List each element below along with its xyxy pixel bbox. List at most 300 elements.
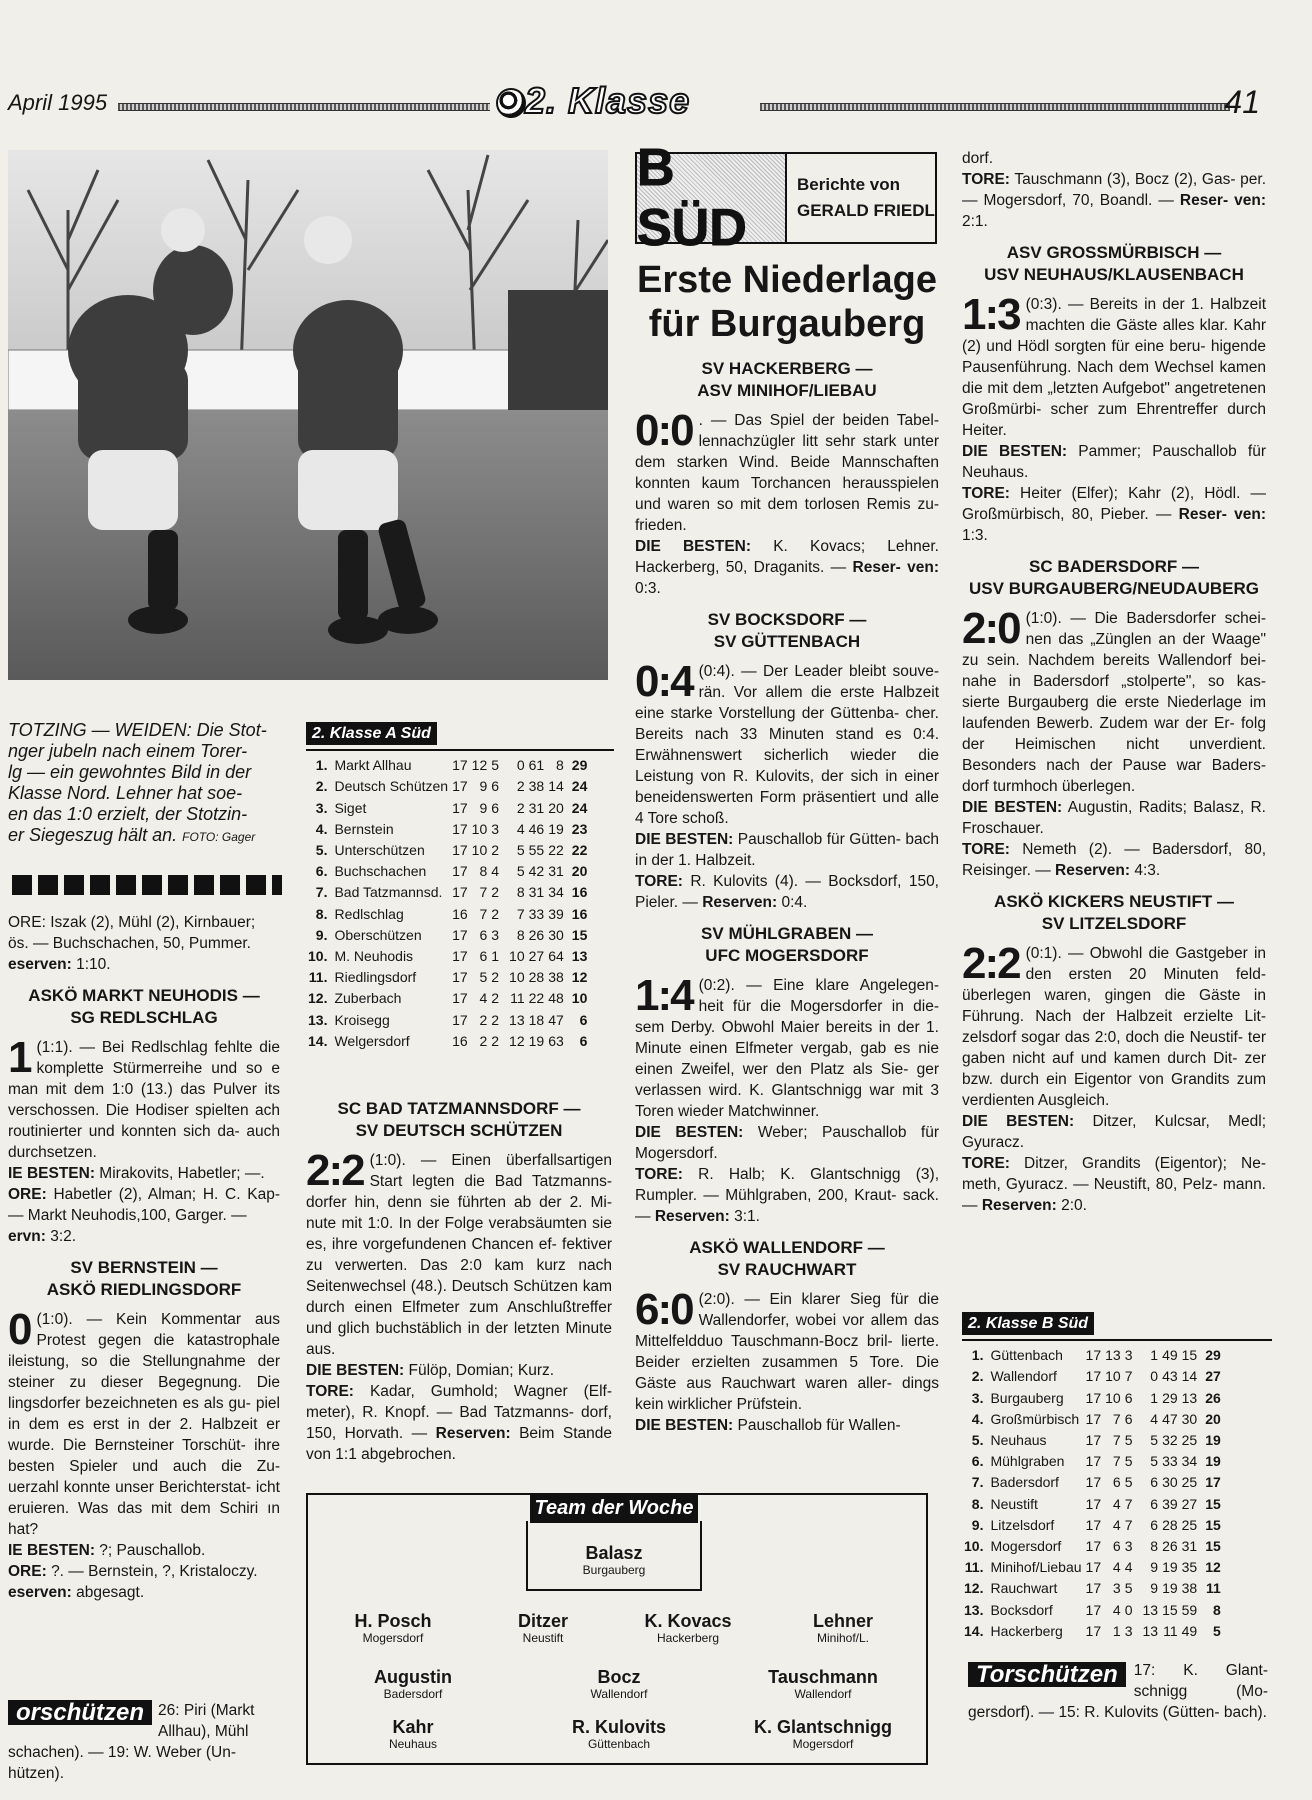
stat: 17 (452, 863, 468, 880)
stat: 17 (452, 757, 468, 774)
team-name: Deutsch Schützen (334, 778, 449, 795)
team-name: Wallendorf (990, 1368, 1057, 1385)
stat: 17 (452, 969, 468, 986)
stat: 61 (528, 757, 545, 774)
text: — Obwohl die Gastgeber in den ersten 20 Minuten feld- überlegen waren, gingen die Gäste in Führung. Nach der Halbzeit erzielte Lit- zelsdorf sogar das 2:0, doch die Neustif- ter gaben nicht auf und kamen durch Dit- zer bzw. durch ein Eigentor von Grandits zum verdienten Ausgleich. (962, 945, 1267, 1109)
stat: 4 (1150, 1410, 1159, 1427)
rank: 1. (315, 757, 328, 774)
stat: 16 (452, 1032, 468, 1049)
stat: 5 (516, 842, 525, 859)
match-heading (635, 358, 939, 402)
match-score: 2:2 (962, 939, 1020, 988)
author: GERALD FRIEDL (797, 201, 935, 220)
stat: 2 (491, 990, 500, 1007)
text: 1:10. (76, 956, 111, 973)
stat: 16 (452, 905, 468, 922)
stat: 34 (1181, 1453, 1198, 1470)
rank: 1. (971, 1347, 984, 1364)
points: 19 (1205, 1453, 1221, 1470)
stat: 42 (528, 863, 545, 880)
table-title: 2. Klasse A Süd (306, 722, 437, 745)
text: Ditzer (517, 1611, 568, 1631)
points: 15 (1205, 1495, 1221, 1512)
points: 27 (1205, 1368, 1221, 1385)
match-score: 1:4 (635, 971, 693, 1020)
rank: 5. (315, 842, 328, 859)
team-name: Badersdorf (990, 1474, 1059, 1491)
stat: 0 (516, 757, 525, 774)
text: ASKÖ RIEDLINGSDORF (46, 1280, 242, 1299)
section-box-label: B SÜD (637, 154, 787, 242)
table-row (306, 988, 589, 1009)
table-row (962, 1621, 1223, 1642)
text: (1:0). (36, 1311, 73, 1328)
stat: 6 (491, 799, 500, 816)
text: IE BESTEN: (8, 1165, 95, 1182)
text: Reserven: (435, 1425, 511, 1442)
stat: 17 (1085, 1495, 1102, 1512)
text: USV NEUHAUS/KLAUSENBACH (984, 265, 1244, 284)
text: Nemeth (2). — Badersdorf, 80, Reisinger. — (962, 841, 1267, 879)
text: R. Halb; K. Glantschnigg (3), Rumpler. — Mühlgraben, 200, Kraut- sack. — (635, 1166, 939, 1225)
table-row (962, 1494, 1223, 1515)
table-row (306, 925, 589, 946)
stat: 27 (1181, 1495, 1198, 1512)
scorers-box-1 (8, 1700, 280, 1784)
table-row (962, 1600, 1223, 1621)
text: Pauschallob für Gütten- bach in der 1. Halbzeit. (635, 831, 939, 869)
stat: 11 (1163, 1622, 1178, 1639)
standings-table (306, 755, 589, 1052)
points: 6 (579, 1011, 588, 1028)
team-name: Neuhaus (990, 1432, 1047, 1449)
text: DIE BESTEN: (635, 538, 752, 555)
text: — Kein Kommentar aus Protest gegen die katastrophale ileistung, so die Stellungnahme der steiner zu dieser Begegnung. Die lingsdorfer bezeichneten es als gu- piel in dem es erst in der 2. Halbzeit er wurde. Die Bernsteiner Torschüt- ihre besten Spieler und auch die Zu- uerzahl konnte unser Berichterstat- icht eruieren. Was das mit dem Schiri ın hat? (8, 1311, 281, 1538)
match-heading (962, 242, 1266, 286)
issue-date: April 1995 (8, 90, 108, 115)
team-name: Kroisegg (334, 1011, 390, 1028)
match-score: 0 (8, 1305, 31, 1354)
text: SV BOCKSDORF — (707, 610, 867, 629)
stat: 10 (471, 820, 488, 837)
stat: 18 (528, 1011, 545, 1028)
scorers-box-2 (968, 1660, 1268, 1723)
points: 15 (1205, 1516, 1221, 1533)
stat: 6 (491, 778, 500, 795)
text: DIE BESTEN: (962, 1113, 1075, 1130)
text: TORE: (962, 485, 1010, 502)
stat: 25 (1181, 1474, 1198, 1491)
text: Augustin, Radits; Balasz, R. Froschauer. (962, 799, 1266, 837)
stat: 5 (1150, 1432, 1159, 1449)
stat: 6 (1150, 1474, 1159, 1491)
text: DIE BESTEN: (635, 1417, 734, 1434)
stat: 17 (1085, 1432, 1102, 1449)
team-name: Siget (334, 799, 367, 816)
stat: 6 (1150, 1495, 1159, 1512)
stat: 10 (1105, 1389, 1121, 1406)
text: en das 1:0 erzielt, der Stotzin- (8, 804, 248, 824)
stat: 10 (1105, 1368, 1121, 1385)
team-name: Unterschützen (334, 842, 425, 859)
match-score: 2:2 (306, 1146, 364, 1195)
stat: 9 (479, 799, 488, 816)
match-heading (635, 1237, 939, 1281)
text: — Der Leader bleibt souve- rän. Vor allem die erste Halbzeit eine starke Vorstellung der Güttenba- cher. Bereits nach 33 Minuten stand es 0:4. Erwähnenswert sicherlich wieder die Leistung von R. Kulovits, der sich in einer beneidenswerten Form präsentiert und alle 4 Tore schoß. (635, 663, 940, 827)
match-heading (962, 891, 1266, 935)
text: lg — ein gewohntes Bild in der (8, 762, 252, 782)
stat: 5 (1124, 1453, 1133, 1470)
text: ervn: (8, 1228, 46, 1245)
text: — Eine klare Angelegen- heit für die Mogersdorfer in die- sem Derby. Obwohl Maier bereits in der 1. Minute einen Elfmeter vergab, gab es nie einen Zweifel, wer den Platz als Sie- ger verlassen wird. K. Glantschnigg war mit 3 Toren wieder Matchwinner. (635, 977, 939, 1120)
header-rule-left (118, 103, 490, 111)
photo-credit: FOTO: Gager (182, 830, 256, 844)
standings-table-a (306, 722, 614, 1052)
stat: 1 (1112, 1622, 1121, 1639)
text: ASV MINIHOF/LIEBAU (697, 381, 877, 400)
match-heading (8, 1257, 280, 1301)
rank: 10. (964, 1538, 984, 1555)
stat: 25 (1181, 1516, 1198, 1533)
text: SV RAUCHWART (717, 1260, 857, 1279)
points: 15 (1205, 1538, 1221, 1555)
match-score: 0:4 (635, 657, 693, 706)
points: 24 (571, 799, 588, 816)
table-title: 2. Klasse B Süd (962, 1312, 1094, 1335)
separator-bar (12, 875, 282, 895)
stat: 13 (1105, 1347, 1121, 1364)
match-heading (306, 1098, 612, 1142)
table-row (962, 1472, 1223, 1493)
team-name: Mogersdorf (990, 1538, 1062, 1555)
stat: 63 (548, 1032, 564, 1049)
standings-table-b (962, 1312, 1272, 1642)
stat: 4 (491, 863, 500, 880)
stat: 13 (509, 1011, 525, 1028)
text: 1:3. (962, 527, 988, 544)
stat: 5 (491, 757, 500, 774)
text: 17: K. Glant- schnigg (Mo- gersdorf). — 15: R. Kulovits (Gütten- bach). (968, 1662, 1268, 1721)
points: 17 (1205, 1474, 1221, 1491)
text: er Siegeszug hält an. (8, 825, 178, 845)
text: UFC MOGERSDORF (705, 946, 869, 965)
text: TORE: (962, 1155, 1010, 1172)
table-row (306, 1031, 589, 1052)
text: TORE: (635, 1166, 683, 1183)
text: — Bereits in der 1. Halbzeit machten die Gäste alles klar. Kahr (2) und Hödl sorgten für eine beru- higende Pausenführung. Nach dem Wechsel kamen die mit dem „letzten Aufgebot" angetretenen Großmürbi- scher zum Ehrentreffer durch Heiter. (962, 296, 1266, 439)
stat: 17 (1085, 1453, 1102, 1470)
stat: 17 (1085, 1516, 1102, 1533)
team-name: Welgersdorf (334, 1032, 410, 1049)
text: ?; Pauschallob. (99, 1542, 206, 1559)
stat: 39 (1162, 1495, 1178, 1512)
team-name: Zuberbach (334, 990, 402, 1007)
points: 20 (571, 863, 588, 880)
text: Kadar, Gumhold; Wagner (Elf- meter), R. Knopf. — Bad Tatzmanns- dorf, 150, Horvath. — (306, 1383, 612, 1442)
stat: 17 (452, 884, 468, 901)
stat: 55 (528, 842, 545, 859)
table-row (962, 1557, 1223, 1578)
stat: 6 (1112, 1474, 1121, 1491)
stat: 17 (1085, 1389, 1102, 1406)
stat: 1 (1150, 1347, 1159, 1364)
text: SV LITZELSDORF (1041, 914, 1187, 933)
rank: 7. (315, 884, 328, 901)
stat: 10 (509, 948, 525, 965)
team-name: Markt Allhau (334, 757, 412, 774)
text: Mogersdorf (362, 1631, 424, 1645)
text: eserven: (8, 1584, 72, 1601)
text: TORE: (962, 841, 1010, 858)
match-score: 0:0 (635, 406, 693, 455)
article-headline (635, 258, 939, 346)
text: 0:3. (635, 580, 661, 597)
stat: 19 (1162, 1559, 1178, 1576)
team-name: Bad Tatzmannsd. (334, 884, 443, 901)
text: Klasse Nord. Lehner hat soe- (8, 783, 243, 803)
stat: 38 (548, 969, 564, 986)
table-row (306, 819, 589, 840)
text: (0:3). (1025, 296, 1062, 313)
stat: 4 (1112, 1495, 1121, 1512)
stat: 9 (1150, 1559, 1159, 1576)
text: Mogersdorf (792, 1737, 854, 1751)
points: 29 (571, 757, 588, 774)
table-row (962, 1578, 1223, 1599)
stat: 9 (479, 778, 488, 795)
stat: 49 (1181, 1622, 1198, 1639)
stat: 17 (452, 926, 468, 943)
team-name: Bernstein (334, 820, 394, 837)
football-icon (496, 88, 526, 118)
rank: 14. (964, 1622, 984, 1639)
stat: 19 (528, 1032, 545, 1049)
stat: 5 (1124, 1432, 1133, 1449)
stat: 26 (528, 926, 545, 943)
rank: 7. (971, 1474, 984, 1491)
stat: 48 (548, 990, 564, 1007)
stat: 17 (1085, 1347, 1102, 1364)
stat: 30 (1181, 1410, 1198, 1427)
stat: 64 (548, 948, 564, 965)
table-row (306, 840, 589, 861)
stat: 47 (548, 1011, 564, 1028)
team-name: Redlschlag (334, 905, 404, 922)
rank: 12. (964, 1580, 984, 1597)
stat: 33 (1162, 1453, 1178, 1470)
column-2 (306, 1098, 612, 1465)
text: (1:1). (36, 1039, 73, 1056)
text: SC BAD TATZMANNSDORF — (337, 1099, 581, 1118)
stat: 25 (1181, 1432, 1198, 1449)
text: eserven: (8, 956, 72, 973)
stat: 3 (1124, 1622, 1133, 1639)
table-row (306, 1010, 589, 1031)
points: 12 (571, 969, 588, 986)
stat: 17 (1085, 1538, 1102, 1555)
stat: 13 (1181, 1389, 1198, 1406)
points: 13 (571, 948, 588, 965)
text: Pauschallob für Wallen- (737, 1417, 901, 1434)
stat: 3 (1112, 1580, 1121, 1597)
stat: 5 (1124, 1580, 1133, 1597)
text: SV BERNSTEIN — (70, 1258, 218, 1277)
stat: 6 (479, 926, 488, 943)
points: 10 (571, 990, 588, 1007)
text: Tauschmann (3), Bocz (2), Gas- per. — Mogersdorf, 70, Boandl. — (962, 171, 1266, 209)
stat: 7 (1112, 1453, 1121, 1470)
stat: 49 (1162, 1347, 1178, 1364)
text: R. Kulovits (571, 1717, 666, 1737)
rank: 3. (315, 799, 328, 816)
stat: 17 (452, 799, 468, 816)
stat: 7 (516, 905, 525, 922)
stat: 4 (1112, 1559, 1121, 1576)
stat: 5 (479, 969, 488, 986)
text: abgesagt. (76, 1584, 145, 1601)
header-rule-right (760, 103, 1230, 111)
text: 2:0. (1061, 1197, 1087, 1214)
stat: 14 (548, 778, 564, 795)
team-name: Buchschachen (334, 863, 427, 880)
stat: 2 (491, 1011, 500, 1028)
stat: 28 (528, 969, 545, 986)
stat: 38 (1181, 1580, 1198, 1597)
stat: 6 (1124, 1410, 1133, 1427)
points: 6 (579, 1032, 588, 1049)
text: DIE BESTEN: (962, 799, 1063, 816)
stat: 2 (491, 969, 500, 986)
points: 16 (571, 884, 588, 901)
text: ös. — Buchschachen, 50, Pummer. (8, 935, 251, 952)
text: Weber; Pauschallob für Mogersdorf. (635, 1124, 940, 1162)
rank: 4. (971, 1410, 984, 1427)
text: Ditzer, Grandits (Eigentor); Ne- meth, Gyuracz. — Neustift, 80, Pelz- mann. — (962, 1155, 1267, 1214)
text: Badersdorf (383, 1687, 443, 1701)
text: — Ein klarer Sieg für die Wallendorfer, wobei vor allem das Mittelfeldduo Tauschmann-Bocz bril- lierte. Beider erzielten zusammen 5 Tore. Die Gäste aus Rauchwart waren aller- dings kein wirklicher Prüfstein. (635, 1291, 939, 1413)
text: 3:1. (734, 1208, 760, 1225)
table-row (306, 861, 589, 882)
text: Pammer; Pauschallob für Neuhaus. (962, 443, 1266, 481)
stat: 7 (1112, 1432, 1121, 1449)
text: Reser- ven: (1178, 506, 1266, 523)
stat: 12 (509, 1032, 525, 1049)
stat: 6 (479, 948, 488, 965)
table-row (962, 1515, 1223, 1536)
text: — Einen überfallsartigen Start legten die Bad Tatzmanns- dorfer hin, denn sie führten ab der 2. Mi- nute mit 1:0. In der Folge verabsäumten sie es, ihre vorgefundenen Chancen ef- fektiver zu verwerten. Das 2:0 kam kurz nach Seitenwechsel (48.). Deutsch Schützen kam durch einen Elfmeter zum Anschlußtreffer und glich buchstäblich in der letzten Minute aus. (306, 1152, 612, 1358)
table-row (962, 1409, 1223, 1430)
points: 29 (1205, 1347, 1221, 1364)
stat: 7 (1124, 1495, 1133, 1512)
stat: 8 (516, 884, 525, 901)
rank: 6. (315, 863, 328, 880)
points: 11 (1205, 1580, 1221, 1597)
text: TOTZING — WEIDEN: Die Stot- (8, 720, 267, 740)
stat: 2 (491, 884, 500, 901)
text: Habetler (2), Alman; H. C. Kap- — Markt Neuhodis,100, Garger. — (8, 1186, 280, 1224)
stat: 29 (1162, 1389, 1178, 1406)
text: Bocz (597, 1667, 641, 1687)
scorers-title: Torschützen (968, 1662, 1126, 1687)
stat: 17 (452, 990, 468, 1007)
column-4 (962, 148, 1266, 1216)
stat: 26 (1162, 1538, 1178, 1555)
stat: 31 (1181, 1538, 1198, 1555)
stat: 28 (1162, 1516, 1178, 1533)
stat: 22 (548, 842, 564, 859)
table-row (962, 1536, 1223, 1557)
points: 12 (1205, 1559, 1221, 1576)
table-row (306, 946, 589, 967)
text: ASKÖ WALLENDORF — (689, 1238, 885, 1257)
rank: 10. (308, 948, 328, 965)
match-heading (635, 609, 939, 653)
team-name: Riedlingsdorf (334, 969, 417, 986)
points: 19 (1205, 1432, 1221, 1449)
text: nger jubeln nach einem Torer- (8, 741, 248, 761)
stat: 46 (528, 820, 545, 837)
text: dorf. (962, 150, 994, 167)
text: (1:0). (369, 1152, 406, 1169)
text: Wallendorf (590, 1687, 648, 1701)
rank: 3. (971, 1389, 984, 1406)
stat: 14 (1181, 1368, 1198, 1385)
text: (0:1). (1025, 945, 1062, 962)
points: 26 (1205, 1389, 1221, 1406)
text: (1:0). (1025, 610, 1062, 627)
stat: 38 (528, 778, 545, 795)
text: R. Kulovits (4). — Bocksdorf, 150, Pieler. — (635, 873, 939, 911)
stat: 9 (1150, 1580, 1159, 1597)
text: Reserven: (654, 1208, 730, 1225)
points: 5 (1213, 1622, 1221, 1639)
stat: 2 (516, 799, 525, 816)
text: ASV GROSSMÜRBISCH — (1006, 243, 1222, 262)
team-name: Minihof/Liebau (990, 1559, 1082, 1576)
text: Kahr (392, 1717, 434, 1737)
stat: 15 (1162, 1601, 1178, 1618)
stat: 17 (1085, 1474, 1102, 1491)
stat: 17 (1085, 1580, 1102, 1597)
table-row (306, 798, 589, 819)
text: Ditzer, Kulcsar, Medl; Gyuracz. (962, 1113, 1267, 1151)
stat: 11 (510, 990, 525, 1007)
text: (2:0). (698, 1291, 735, 1308)
table-row (306, 967, 589, 988)
text: ASKÖ MARKT NEUHODIS — (28, 986, 260, 1005)
stat: 4 (1112, 1516, 1121, 1533)
stat: 6 (1124, 1389, 1133, 1406)
text: Wallendorf (794, 1687, 852, 1701)
stat: 12 (471, 757, 488, 774)
stat: 22 (528, 990, 545, 1007)
text: TORE: (635, 873, 683, 890)
text: Mirakovits, Habetler; —. (99, 1165, 265, 1182)
table-row (306, 882, 589, 903)
team-name: Litzelsdorf (990, 1516, 1055, 1533)
stat: 2 (491, 1032, 500, 1049)
stat: 2 (491, 905, 500, 922)
team-name: Großmürbisch (990, 1410, 1080, 1427)
stat: 20 (548, 799, 564, 816)
stat: 19 (548, 820, 564, 837)
stat: 15 (1181, 1347, 1198, 1364)
stat: 34 (548, 884, 564, 901)
stat: 17 (452, 1011, 468, 1028)
stat: 35 (1181, 1559, 1198, 1576)
match-score: 2:0 (962, 604, 1020, 653)
stat: 32 (1162, 1432, 1178, 1449)
